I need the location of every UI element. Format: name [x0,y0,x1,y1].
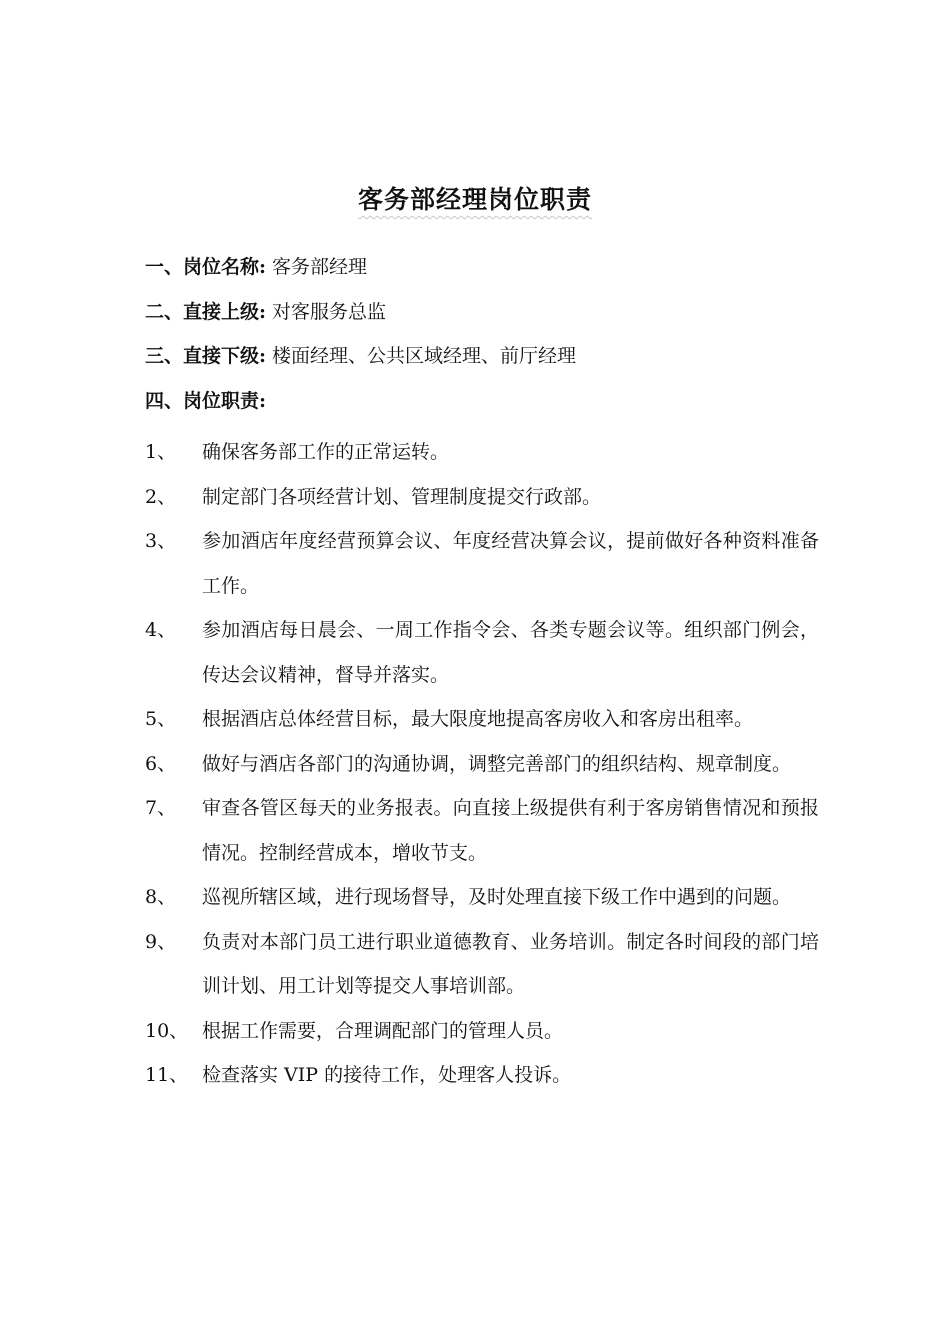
duty-number: 9、 [145,930,177,953]
duty-text: 根据酒店总体经营目标，最大限度地提高客房收入和客房出租率。 [202,708,754,730]
duty-item [145,1053,825,1098]
duty-number: 2、 [145,485,177,508]
duty-number: 11、 [145,1064,189,1086]
duty-text: 审查各管区每天的业务报表。向直接上级提供有利于客房销售情况和预报情况。控制经营成本，增收节支。 [202,797,819,864]
duty-number: 8、 [145,886,177,908]
duty-item [145,608,825,697]
duty-text: 确保客务部工作的正常运转。 [202,441,450,463]
info-value: 楼面经理、公共区域经理、前厅经理 [272,345,577,367]
info-key: 四、岗位职责 [145,390,260,412]
info-colon: : [259,390,267,412]
info-value: 客务部经理 [272,256,368,278]
duties-list [145,430,825,1098]
duty-text: 参加酒店年度经营预算会议、年度经营决算会议，提前做好各种资料准备工作。 [202,530,819,597]
duty-item [145,430,825,475]
duty-item [145,1009,825,1054]
duty-text: 负责对本部门员工进行职业道德教育、业务培训。制定各时间段的部门培训计划、用工计划等提交人事培训部。 [202,930,819,997]
info-position-name [145,253,825,281]
info-value: 对客服务总监 [272,301,387,323]
duty-number: 5、 [145,708,177,730]
duty-number: 7、 [145,797,177,819]
info-duties-heading [145,387,825,415]
info-colon: : [259,345,267,367]
duty-number: 3、 [145,530,177,552]
duty-item [145,786,825,875]
duty-item [145,519,825,608]
duty-text: 检查落实 VIP 的接待工作，处理客人投诉。 [202,1064,572,1086]
duty-text: 巡视所辖区域，进行现场督导，及时处理直接下级工作中遇到的问题。 [202,886,792,908]
duty-text: 制定部门各项经营计划、管理制度提交行政部。 [202,485,602,508]
document-title-text: 客务部经理岗位职责 [357,185,592,214]
info-key: 二、直接上级 [145,301,260,323]
info-direct-subordinates [145,342,825,370]
info-key: 一、岗位名称 [145,256,260,278]
duty-item [145,742,825,787]
info-direct-superior [145,298,825,326]
info-colon: : [259,256,267,278]
duty-number: 1、 [145,441,177,463]
duty-number: 10、 [145,1019,189,1042]
duty-text: 参加酒店每日晨会、一周工作指令会、各类专题会议等。组织部门例会，传达会议精神，督导并落实。 [202,619,819,686]
document-title [0,180,950,216]
duty-item [145,475,825,520]
duty-number: 4、 [145,619,177,641]
duty-number: 6、 [145,752,177,775]
duty-item [145,875,825,920]
duty-item [145,697,825,742]
info-key: 三、直接下级 [145,345,260,367]
duty-text: 根据工作需要，合理调配部门的管理人员。 [202,1019,564,1042]
duty-item [145,920,825,1009]
info-colon: : [259,301,267,323]
duty-text: 做好与酒店各部门的沟通协调，调整完善部门的组织结构、规章制度。 [202,752,792,775]
